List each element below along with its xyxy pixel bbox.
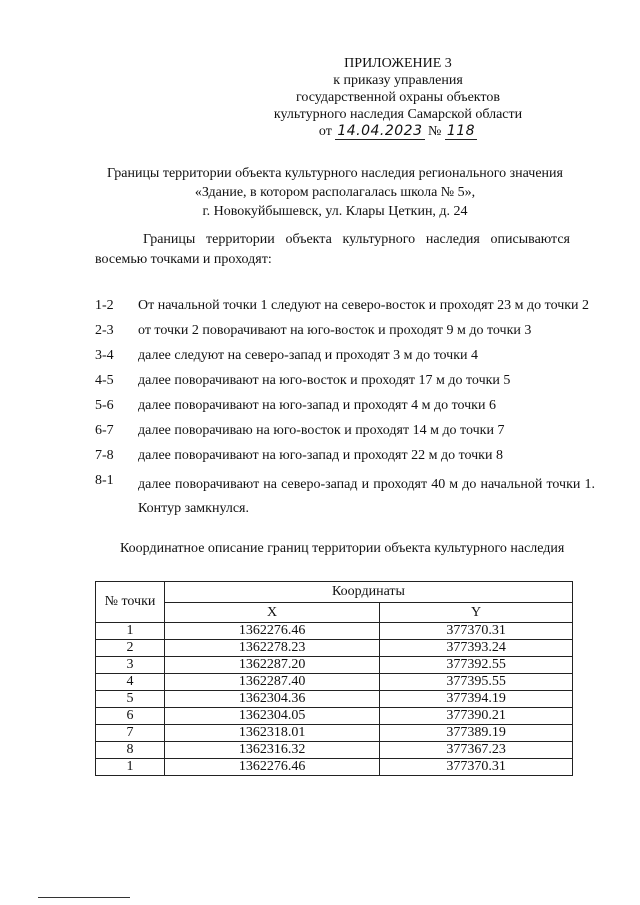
y-coordinate: 377370.31	[380, 759, 573, 776]
x-coordinate: 1362276.46	[165, 623, 380, 640]
coordinates-column-header: Координаты	[165, 582, 573, 603]
intro-line-1: Границы территории объекта культурного наследия описываются	[143, 232, 570, 247]
x-coordinate: 1362318.01	[165, 725, 380, 742]
order-date-line	[248, 123, 548, 140]
footnote-divider	[38, 897, 130, 898]
table-row	[96, 640, 573, 657]
table-row	[96, 759, 573, 776]
route-text: далее поворачивают на юго-запад и проходят 4 м до точки 6	[138, 398, 496, 413]
appendix-title: ПРИЛОЖЕНИЕ 3	[344, 56, 452, 71]
y-coordinate: 377390.21	[380, 708, 573, 725]
point-number: 2	[96, 640, 165, 657]
route-closing-text: Контур замкнулся.	[138, 501, 249, 516]
appendix-subtitle-2: государственной охраны объектов	[296, 90, 500, 105]
route-segment: 4-5	[95, 373, 114, 388]
route-item-final	[95, 473, 595, 523]
point-number: 8	[96, 742, 165, 759]
point-number: 3	[96, 657, 165, 674]
y-coordinate: 377394.19	[380, 691, 573, 708]
table-caption: Координатное описание границ территории объекта культурного наследия	[120, 541, 565, 556]
route-text: от точки 2 поворачивают на юго-восток и проходят 9 м до точки 3	[138, 323, 532, 338]
route-segment: 3-4	[95, 348, 114, 363]
point-number: 4	[96, 674, 165, 691]
table-row	[96, 708, 573, 725]
route-item	[95, 298, 595, 323]
point-number: 6	[96, 708, 165, 725]
table-row	[96, 623, 573, 640]
y-coordinate: 377367.23	[380, 742, 573, 759]
y-coordinate: 377370.31	[380, 623, 573, 640]
appendix-header	[248, 55, 548, 140]
order-number: 118	[446, 123, 476, 139]
table-row	[96, 742, 573, 759]
y-coordinate: 377389.19	[380, 725, 573, 742]
x-coordinate: 1362304.05	[165, 708, 380, 725]
order-date-prefix: от	[318, 124, 332, 139]
appendix-subtitle-1: к приказу управления	[333, 73, 463, 88]
route-text: От начальной точки 1 следуют на северо-восток и проходят 23 м до точки 2	[138, 298, 590, 313]
route-text: далее поворачивают на юго-восток и проходят 17 м до точки 5	[138, 373, 511, 388]
intro-paragraph	[95, 230, 570, 270]
route-item	[95, 348, 595, 373]
route-item	[95, 373, 595, 398]
route-item	[95, 448, 595, 473]
table-row	[96, 725, 573, 742]
point-number: 5	[96, 691, 165, 708]
appendix-subtitle-3: культурного наследия Самарской области	[273, 107, 523, 122]
route-text: далее поворачиваю на юго-восток и проходят 14 м до точки 7	[138, 423, 505, 438]
title-line-2: «Здание, в котором располагалась школа № 5»,	[194, 185, 476, 200]
route-segment: 8-1	[95, 473, 114, 488]
route-segment: 6-7	[95, 423, 114, 438]
x-coordinate: 1362287.20	[165, 657, 380, 674]
y-coordinate: 377393.24	[380, 640, 573, 657]
route-text: далее поворачивают на юго-запад и проходят 22 м до точки 8	[138, 448, 503, 463]
y-coordinate: 377395.55	[380, 674, 573, 691]
route-item	[95, 423, 595, 448]
point-column-header: № точки	[96, 582, 165, 623]
document-title	[95, 164, 575, 221]
point-number: 1	[96, 759, 165, 776]
title-line-3: г. Новокуйбышевск, ул. Клары Цеткин, д. 24	[202, 204, 468, 219]
route-text: далее поворачивают на северо-запад и проходят 40 м до начальной точки 1.	[138, 477, 595, 492]
route-description	[95, 298, 595, 523]
coordinates-table	[95, 581, 573, 776]
route-segment: 7-8	[95, 448, 114, 463]
x-column-header: X	[165, 603, 380, 623]
route-segment: 1-2	[95, 298, 114, 313]
x-coordinate: 1362276.46	[165, 759, 380, 776]
title-line-1: Границы территории объекта культурного наследия регионального значения	[107, 166, 563, 181]
x-coordinate: 1362278.23	[165, 640, 380, 657]
route-item	[95, 398, 595, 423]
y-coordinate: 377392.55	[380, 657, 573, 674]
order-number-label: №	[428, 124, 442, 139]
y-column-header: Y	[380, 603, 573, 623]
intro-line-2: восемью точками и проходят:	[95, 252, 272, 267]
point-number: 1	[96, 623, 165, 640]
point-number: 7	[96, 725, 165, 742]
route-text: далее следуют на северо-запад и проходят 3 м до точки 4	[138, 348, 478, 363]
x-coordinate: 1362287.40	[165, 674, 380, 691]
table-row	[96, 674, 573, 691]
route-item	[95, 323, 595, 348]
order-date: 14.04.2023	[337, 123, 423, 139]
x-coordinate: 1362304.36	[165, 691, 380, 708]
table-row	[96, 657, 573, 674]
route-segment: 2-3	[95, 323, 114, 338]
table-row	[96, 691, 573, 708]
x-coordinate: 1362316.32	[165, 742, 380, 759]
route-segment: 5-6	[95, 398, 114, 413]
